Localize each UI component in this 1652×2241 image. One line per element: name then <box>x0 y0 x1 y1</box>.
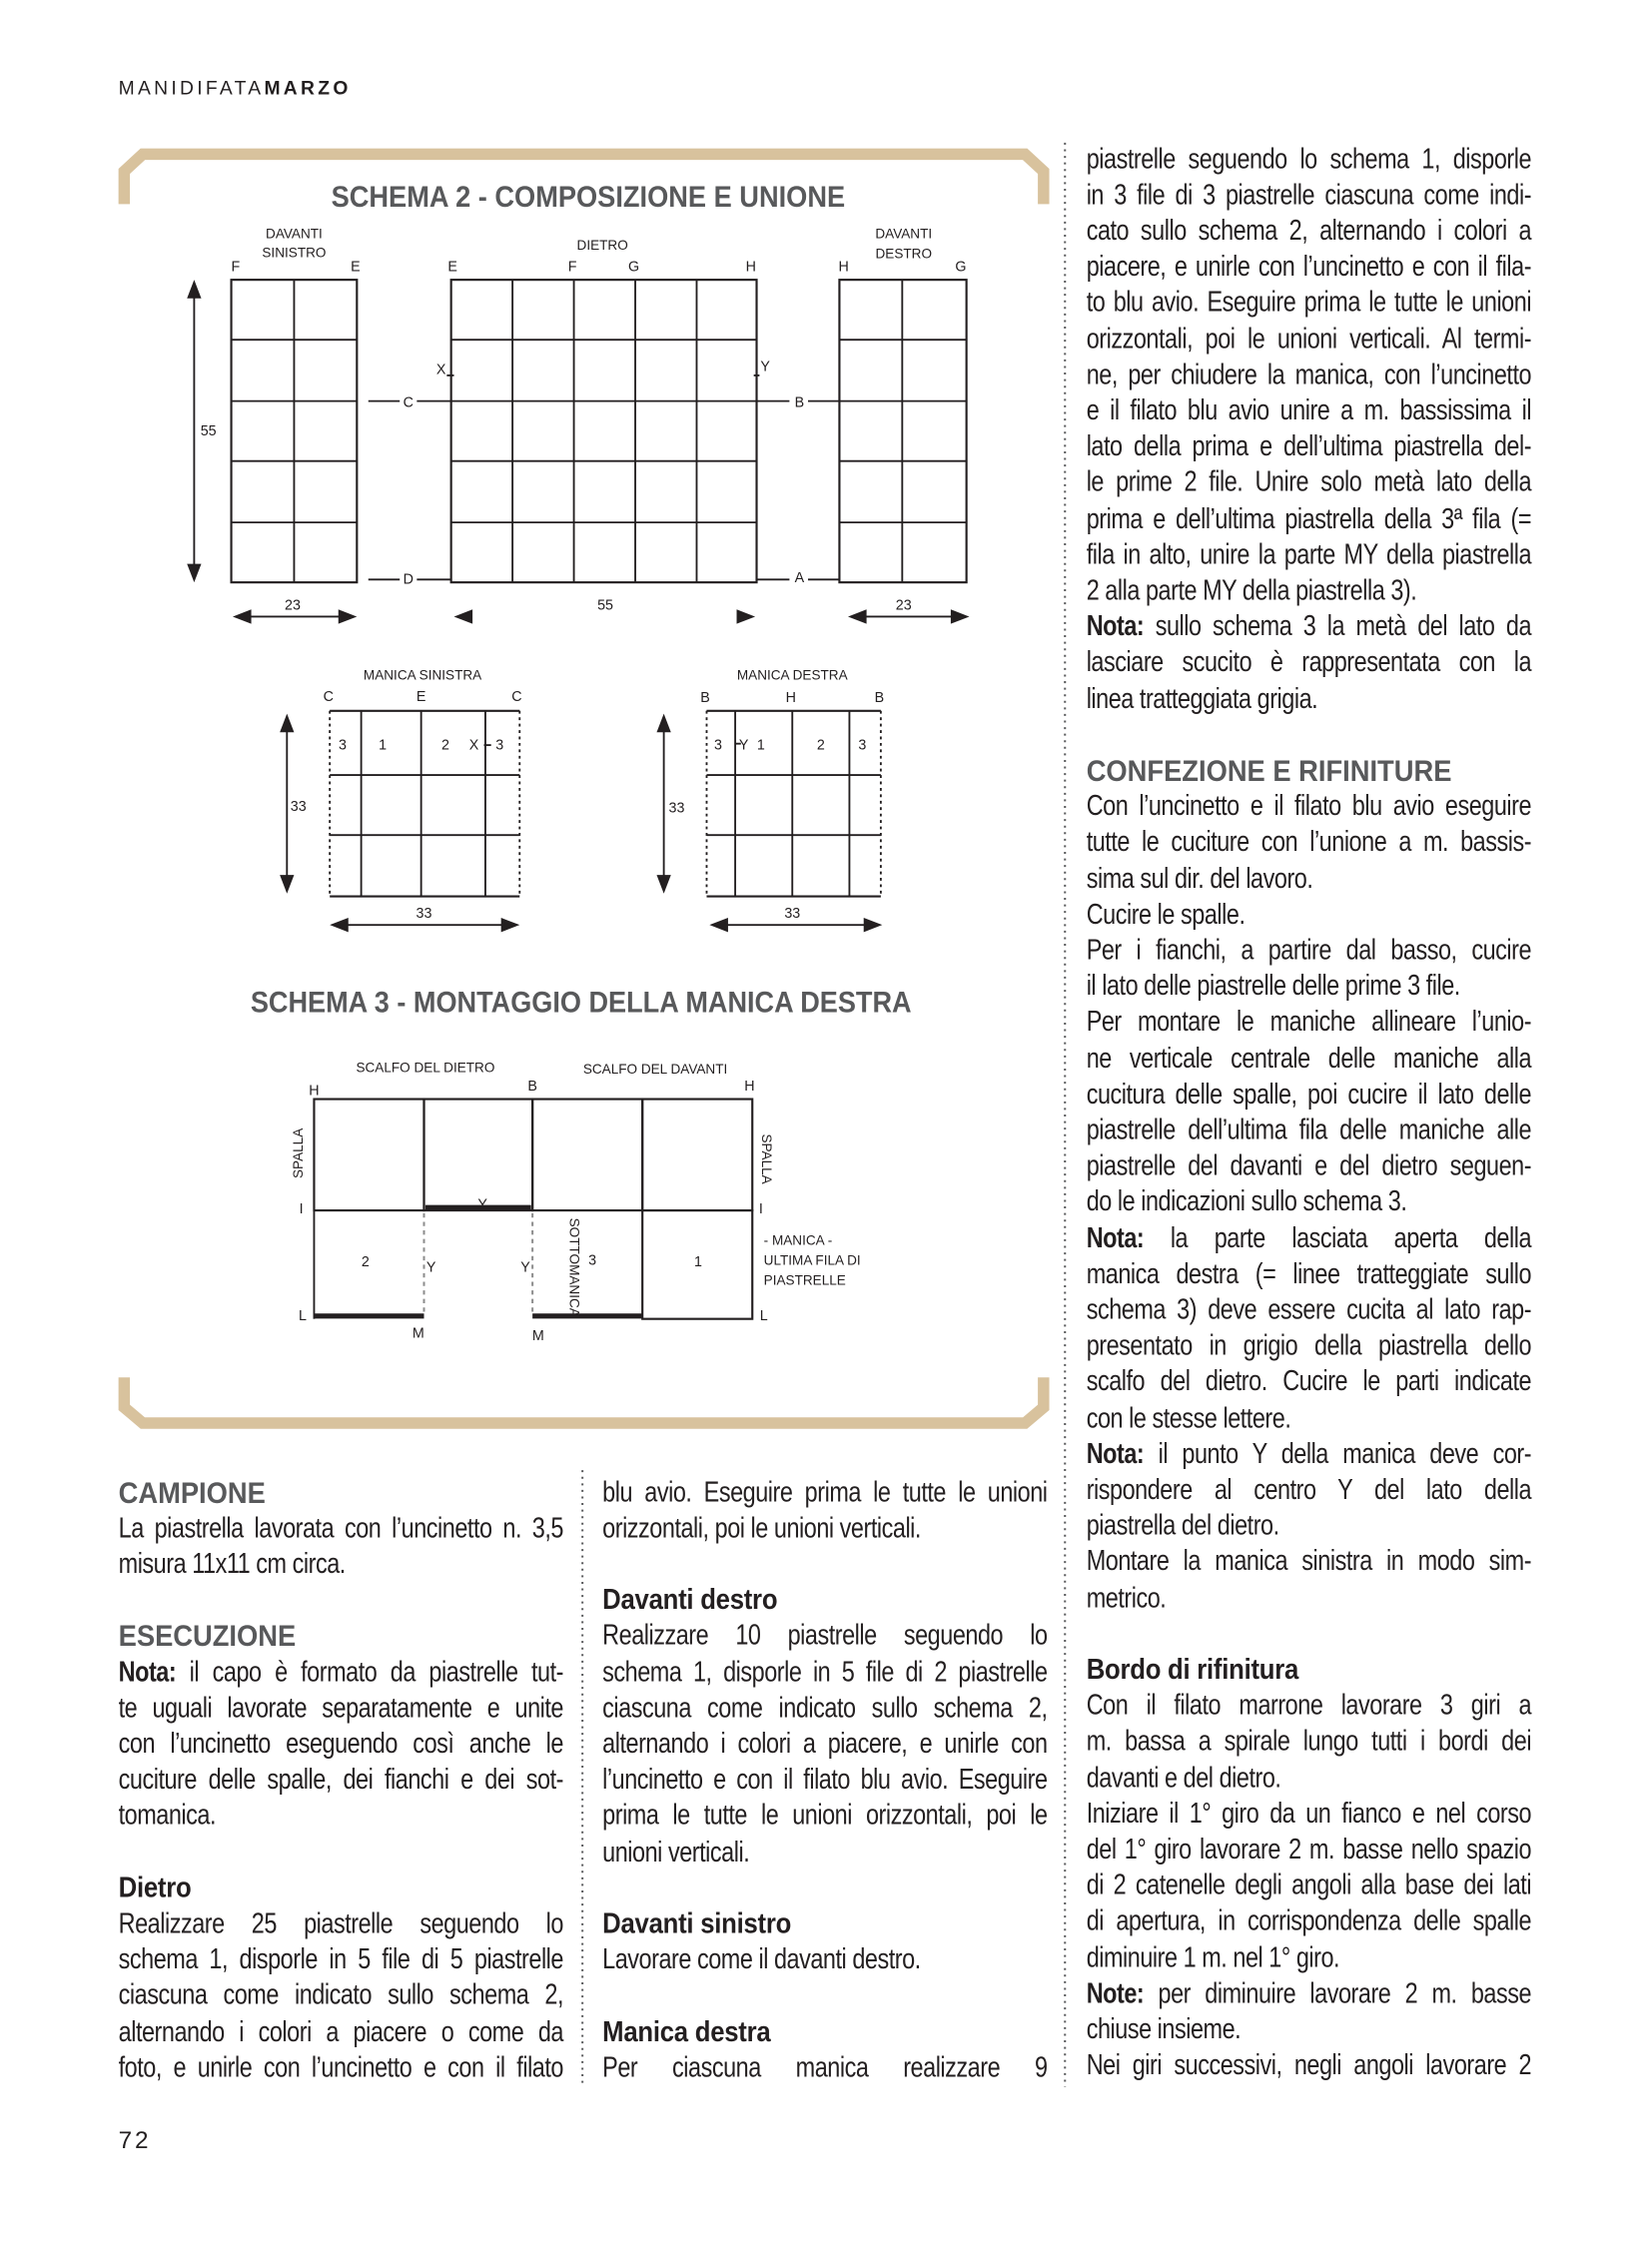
section-heading: CONFEZIONE E RIFINITURE <box>1086 754 1452 788</box>
text-line: to blu avio. Eseguire prima le tutte le unioni <box>1086 287 1532 320</box>
text-line: ciascuna come indicato sullo schema 2, <box>118 1979 564 2012</box>
text-line: lasciare scucito è rappresentata con la <box>1086 646 1532 679</box>
point-letter: B <box>794 394 805 411</box>
body-tile <box>532 1100 642 1210</box>
tile-number: 3 <box>495 737 504 754</box>
corner-letter: H <box>309 1083 320 1100</box>
corner-letter: H <box>745 259 756 276</box>
width-arrow-head-left <box>330 918 349 932</box>
width-label: 33 <box>784 906 801 923</box>
text-line: piastrelle del davanti e del dietro seguen- <box>1086 1150 1532 1182</box>
width-arrow-head-left <box>709 918 728 932</box>
text-line: il lato delle piastrelle delle prime 3 file. <box>1086 971 1460 1003</box>
point-letter: M <box>412 1325 424 1342</box>
armhole-label: SCALFO DEL DAVANTI <box>582 1061 728 1077</box>
point-letter: Y <box>425 1259 436 1276</box>
text-line: lato della prima e dell’ultima piastrella del- <box>1086 430 1532 463</box>
sottomanica-label: SOTTOMANICA <box>566 1217 582 1317</box>
subsection-heading: Manica destra <box>602 2015 771 2048</box>
height-arrow-head-bottom <box>280 875 294 894</box>
corner-letter: H <box>838 259 849 276</box>
panel-label: DIETRO <box>576 238 628 254</box>
spalla-label: SPALLA <box>759 1133 775 1184</box>
text-line: in 3 file di 3 piastrelle ciascuna come indi- <box>1086 179 1532 212</box>
height-label: 33 <box>668 800 685 817</box>
tile-number: 1 <box>693 1253 702 1270</box>
point-letter: L <box>759 1308 768 1325</box>
text-line: te uguali lavorate separatamente e unite <box>118 1692 564 1725</box>
tile-number: 3 <box>858 737 867 754</box>
text-line-content: sullo schema 3 la metà del lato da <box>1144 610 1532 643</box>
corner-letter: H <box>785 690 796 707</box>
note-label: Nota: <box>118 1656 177 1689</box>
text-line: piastrelle seguendo lo schema 1, disporle <box>1086 143 1532 176</box>
tile-number: 2 <box>440 737 449 754</box>
point-letter: I <box>758 1200 763 1217</box>
body-tile <box>314 1100 423 1210</box>
subsection-heading: Dietro <box>118 1871 192 1904</box>
text-line: ne verticale centrale delle maniche alla <box>1086 1043 1532 1075</box>
text-line: orizzontali, poi le unioni verticali. <box>602 1512 921 1545</box>
legend-line: ULTIMA FILA DI <box>763 1252 861 1268</box>
section-heading: CAMPIONE <box>118 1476 266 1510</box>
text-line: tutte le cuciture con l’unione a m. bassis- <box>1086 826 1532 859</box>
corner-letter: C <box>323 688 334 705</box>
body-tile <box>424 1100 533 1210</box>
width-arrow-head-right <box>864 918 883 932</box>
text-line: schema 3) deve essere cucita al lato rap- <box>1086 1294 1532 1326</box>
text-line: Nei giri successivi, negli angoli lavorare 2 <box>1086 2049 1532 2082</box>
text-line: Iniziare il 1° giro da un fianco e nel corso <box>1086 1798 1532 1830</box>
width-arrow-head-right <box>339 609 358 623</box>
text-line: Montare la manica sinistra in modo sim- <box>1086 1546 1532 1578</box>
panel-label: DAVANTI <box>875 226 933 242</box>
text-line: con l’uncinetto eseguendo così anche le <box>118 1728 564 1761</box>
text-line: orizzontali, poi le unioni verticali. Al termi- <box>1086 323 1532 356</box>
text-line: alternando i colori a piacere o come da <box>118 2015 564 2048</box>
corner-letter: C <box>511 688 522 705</box>
text-line: l’uncinetto e con il filato blu avio. Eseguire <box>602 1764 1048 1797</box>
page-number: 72 <box>118 2126 152 2154</box>
panel-label: MANICA SINISTRA <box>363 667 482 683</box>
width-arrow-head-right <box>737 609 756 623</box>
text-line: manica destra (= linee tratteggiate sullo <box>1086 1258 1532 1290</box>
panel-label: DAVANTI <box>266 226 323 242</box>
corner-letter: F <box>231 259 241 276</box>
text-line: davanti e del dietro. <box>1086 1762 1281 1794</box>
point-letter: Y <box>760 359 770 375</box>
corner-letter: E <box>351 259 361 276</box>
tile-number: 2 <box>816 737 825 754</box>
masthead-brand: MANIDIFATA <box>118 77 265 99</box>
tile-number: X <box>468 737 479 754</box>
corner-letter: B <box>874 690 885 707</box>
width-label: 23 <box>895 597 912 614</box>
note-label: Nota: <box>1086 1438 1145 1470</box>
text-line: linea tratteggiata grigia. <box>1086 682 1318 715</box>
text-line: cato sullo schema 2, alternando i colori a <box>1086 215 1532 248</box>
text-line: e il filato blu avio unire a m. bassissima il <box>1086 394 1532 427</box>
masthead-month: MARZO <box>264 77 352 99</box>
schema3-title: SCHEMA 3 - MONTAGGIO DELLA MANICA DESTRA <box>250 986 912 1020</box>
text-line: rispondere al centro Y del lato della <box>1086 1474 1532 1506</box>
spalla-label: SPALLA <box>291 1127 307 1179</box>
text-line: Realizzare 25 piastrelle seguendo lo <box>118 1907 564 1940</box>
text-line: ne, per chiudere la manica, con l’uncinetto <box>1086 359 1532 391</box>
text-line-content: il capo è formato da piastrelle tut- <box>176 1656 564 1689</box>
corner-letter: G <box>955 259 967 276</box>
text-line: piacere, e unirle con l’uncinetto e con il fila- <box>1086 251 1532 284</box>
text-line: Per ciascuna manica realizzare 9 <box>602 2051 1048 2084</box>
height-arrow-head-top <box>280 714 294 733</box>
text-line: con le stesse lettere. <box>1086 1402 1291 1434</box>
note-label: Nota: <box>1086 1222 1145 1254</box>
text-line: sima sul dir. del lavoro. <box>1086 863 1313 895</box>
point-letter: D <box>403 571 413 588</box>
width-arrow-head-left <box>454 609 473 623</box>
panel-label: SINISTRO <box>262 245 327 261</box>
width-label: 33 <box>415 906 432 923</box>
text-line: 2 alla parte MY della piastrella 3). <box>1086 574 1417 607</box>
text-line: Realizzare 10 piastrelle seguendo lo <box>602 1620 1048 1653</box>
height-arrow-head-bottom <box>656 875 670 894</box>
tile-number: 3 <box>713 737 722 754</box>
text-line: del 1° giro lavorare 2 m. basse nello spazio <box>1086 1834 1532 1866</box>
corner-letter: H <box>744 1078 755 1095</box>
panel-label: MANICA DESTRA <box>736 667 848 683</box>
text-line-content: il punto Y della manica deve cor- <box>1144 1438 1532 1470</box>
text-line <box>1087 1437 1531 1473</box>
legend-line: - MANICA - <box>763 1232 833 1248</box>
point-letter: C <box>403 394 413 411</box>
text-line: misura 11x11 cm circa. <box>118 1548 346 1581</box>
text-line: piastrelle dell’ultima fila delle maniche alle <box>1086 1115 1532 1146</box>
text-line: Lavorare come il davanti destro. <box>602 1943 921 1976</box>
tile-number: 3 <box>588 1252 597 1269</box>
note-label: Nota: <box>1086 610 1145 643</box>
tile-number: 3 <box>339 737 348 754</box>
text-line: schema 1, disporle in 5 file di 2 piastrelle <box>602 1656 1048 1689</box>
text-line: alternando i colori a piacere, e unirle con <box>602 1728 1048 1761</box>
text-line: presentato in grigio della piastrella dello <box>1086 1330 1532 1362</box>
text-line: schema 1, disporle in 5 file di 5 piastrelle <box>118 1943 564 1976</box>
height-arrow-head-top <box>656 714 670 733</box>
section-heading: ESECUZIONE <box>118 1620 297 1654</box>
note-label: Note: <box>1086 1977 1145 2010</box>
text-line: do le indicazioni sullo schema 3. <box>1086 1186 1407 1218</box>
tile-number: 1 <box>379 737 388 754</box>
text-line: Con l’uncinetto e il filato blu avio eseguire <box>1086 790 1532 823</box>
point-letter: I <box>299 1200 304 1217</box>
text-line <box>119 1655 563 1691</box>
subsection-heading: Davanti destro <box>602 1584 778 1617</box>
text-line: tomanica. <box>118 1800 217 1833</box>
text-line: chiuse insieme. <box>1086 2013 1241 2046</box>
text-line: La piastrella lavorata con l’uncinetto n. 3,5 <box>118 1512 564 1545</box>
text-line: unioni verticali. <box>602 1836 750 1868</box>
armhole-label: SCALFO DEL DIETRO <box>356 1060 495 1076</box>
width-arrow-head-right <box>501 918 520 932</box>
text-line: Cucire le spalle. <box>1086 899 1245 931</box>
schema2-title: SCHEMA 2 - COMPOSIZIONE E UNIONE <box>331 181 846 215</box>
legend-line: PIASTRELLE <box>763 1272 846 1288</box>
text-line: piastrella del dietro. <box>1086 1510 1279 1542</box>
text-line-content: la parte lasciata aperta della <box>1144 1222 1532 1254</box>
point-letter: Y <box>520 1259 530 1276</box>
corner-letter: F <box>567 259 577 276</box>
text-line: scalfo del dietro. Cucire le parti indicate <box>1086 1366 1532 1398</box>
point-letter: A <box>794 570 805 587</box>
corner-letter: E <box>447 259 457 276</box>
panel-label: DESTRO <box>875 246 933 262</box>
width-arrow-head-left <box>233 609 252 623</box>
subsection-heading: Davanti sinistro <box>602 1907 792 1940</box>
text-line-content: per diminuire lavorare 2 m. basse <box>1144 1977 1532 2010</box>
height-arrow-head-bottom <box>187 564 201 583</box>
text-line <box>1087 1221 1531 1257</box>
width-arrow-head-right <box>951 609 970 623</box>
text-line: ciascuna come indicato sullo schema 2, <box>602 1692 1048 1725</box>
width-label: 55 <box>597 597 613 614</box>
height-label: 33 <box>290 798 307 815</box>
point-letter: Y <box>477 1196 487 1213</box>
point-letter: X <box>435 362 446 378</box>
text-line: fila in alto, unire la parte MY della piastrella <box>1086 538 1532 571</box>
text-line: di 2 catenelle degli angoli alla base dei lati <box>1086 1869 1532 1901</box>
tile-number: 1 <box>756 737 765 754</box>
corner-letter: B <box>527 1078 537 1095</box>
point-letter: L <box>299 1308 307 1325</box>
width-label: 23 <box>285 597 301 614</box>
text-line: Per i fianchi, a partire dal basso, cucire <box>1086 935 1532 967</box>
body-tile <box>642 1100 752 1210</box>
frame-bottom-bracket <box>124 1377 1043 1423</box>
text-line: prima le tutte le unioni orizzontali, poi le <box>602 1800 1048 1833</box>
corner-letter: E <box>415 688 426 705</box>
text-line: blu avio. Eseguire prima le tutte le unioni <box>602 1476 1048 1509</box>
corner-letter: B <box>700 690 710 707</box>
text-line: diminuire 1 m. nel 1° giro. <box>1086 1941 1340 1974</box>
text-line: Con il filato marrone lavorare 3 giri a <box>1086 1690 1532 1722</box>
text-line: Per montare le maniche allineare l’unio- <box>1086 1007 1532 1039</box>
width-arrow-head-left <box>848 609 867 623</box>
dietro-panel <box>451 280 757 582</box>
point-letter: M <box>531 1328 544 1345</box>
text-line: prima e dell’ultima piastrella della 3ª fila (= <box>1086 502 1532 535</box>
text-line: di apertura, in corrispondenza delle spalle <box>1086 1905 1532 1937</box>
tile-number: 2 <box>361 1253 370 1270</box>
text-line: m. bassa a spirale lungo tutti i bordi dei <box>1086 1726 1532 1758</box>
height-arrow-head-top <box>187 280 201 299</box>
height-label: 55 <box>200 422 217 439</box>
subsection-heading: Bordo di rifinitura <box>1086 1654 1299 1686</box>
corner-letter: G <box>628 259 640 276</box>
text-line: cuciture delle spalle, dei fianchi e dei sot- <box>118 1764 564 1797</box>
text-line <box>1087 1976 1531 2012</box>
text-line <box>1087 609 1531 645</box>
text-line: cucitura delle spalle, poi cucire il lato delle <box>1086 1079 1532 1111</box>
text-line: le prime 2 file. Unire solo metà lato della <box>1086 466 1532 499</box>
text-line: foto, e unirle con l’uncinetto e con il filato <box>118 2051 564 2084</box>
tile-number: Y <box>738 737 749 754</box>
text-line: metrico. <box>1086 1582 1167 1614</box>
